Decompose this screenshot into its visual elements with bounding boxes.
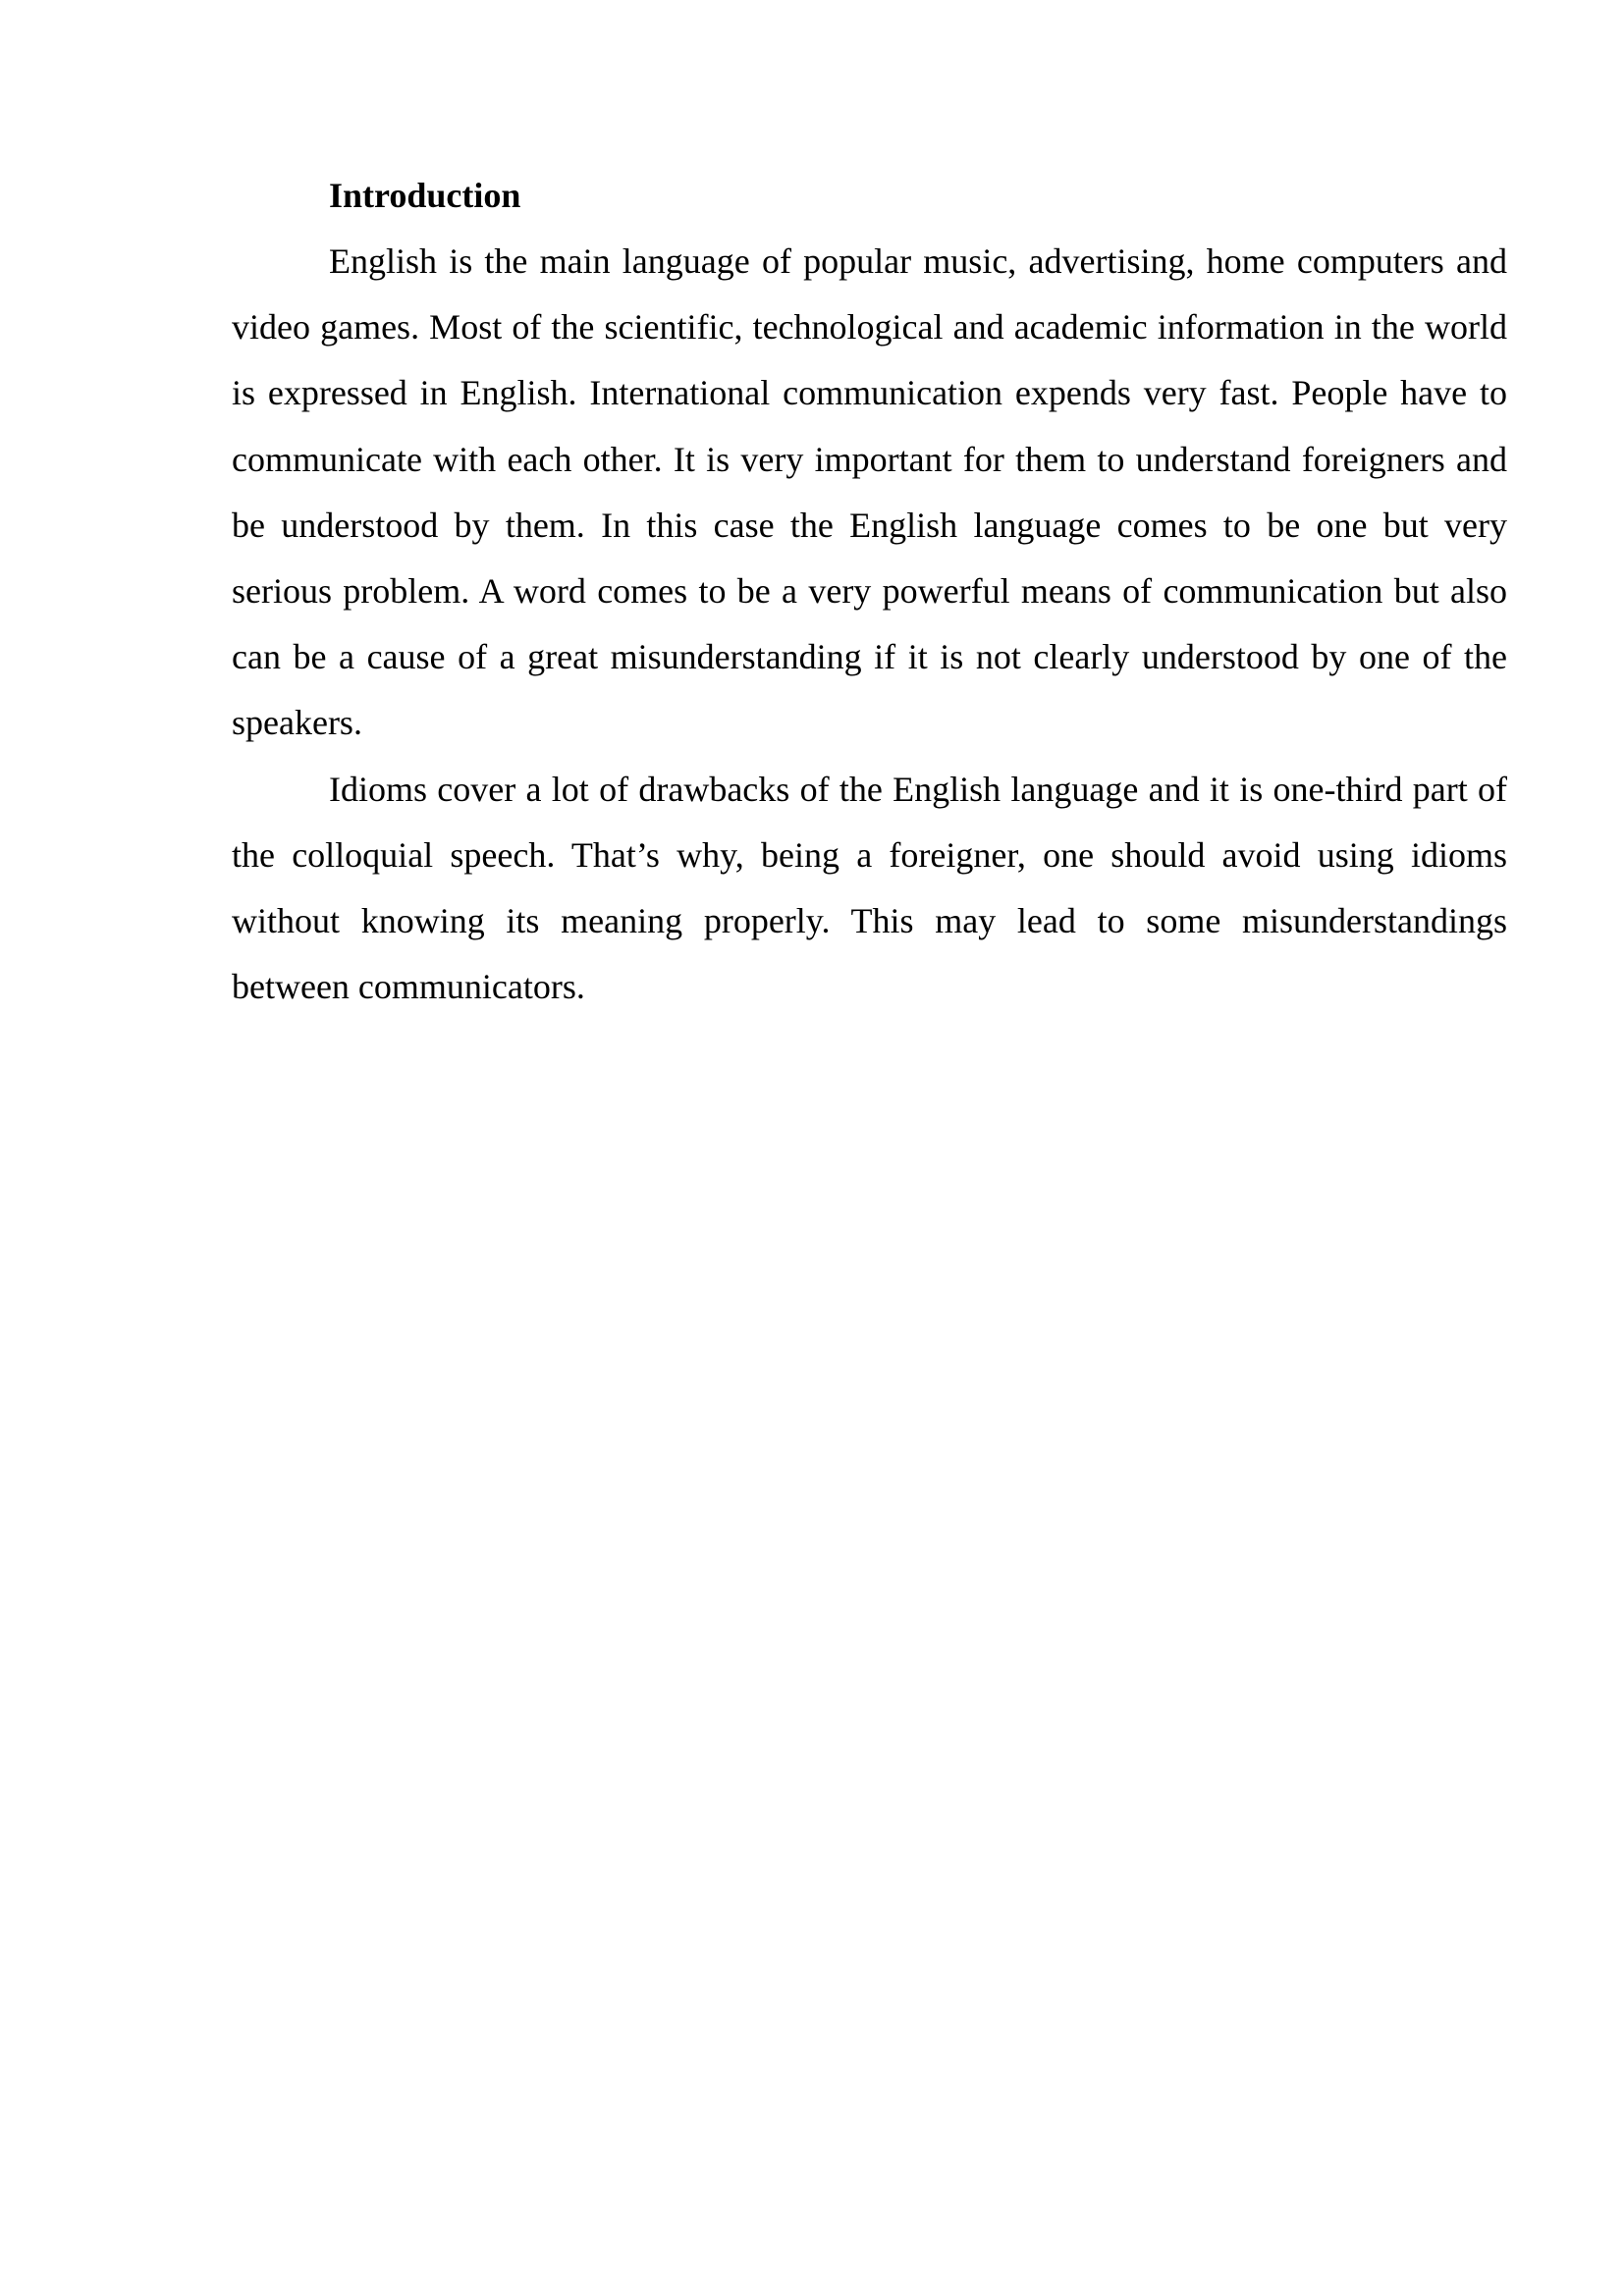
paragraph-1: English is the main language of popular music, advertising, home computers and video games. Most of the scientific, technological and academic information in the world is expressed in English. International communication expends very fast. People have to communicate with each other. It is very important for them to understand foreigners and be understood by them. In this case the English language comes to be one but very serious problem. A word comes to be a very powerful means of communication but also can be a cause of a great misunderstanding if it is not clearly understood by one of the speakers. [232,241,1507,743]
document-body [232,163,1507,1020]
paragraph-2: Idioms cover a lot of drawbacks of the English language and it is one-third part of the colloquial speech. That’s why, being a foreigner, one should avoid using idioms without knowing its meaning properly. This may lead to some misunderstandings between communicators. [232,769,1507,1007]
section-heading: Introduction [329,176,521,215]
